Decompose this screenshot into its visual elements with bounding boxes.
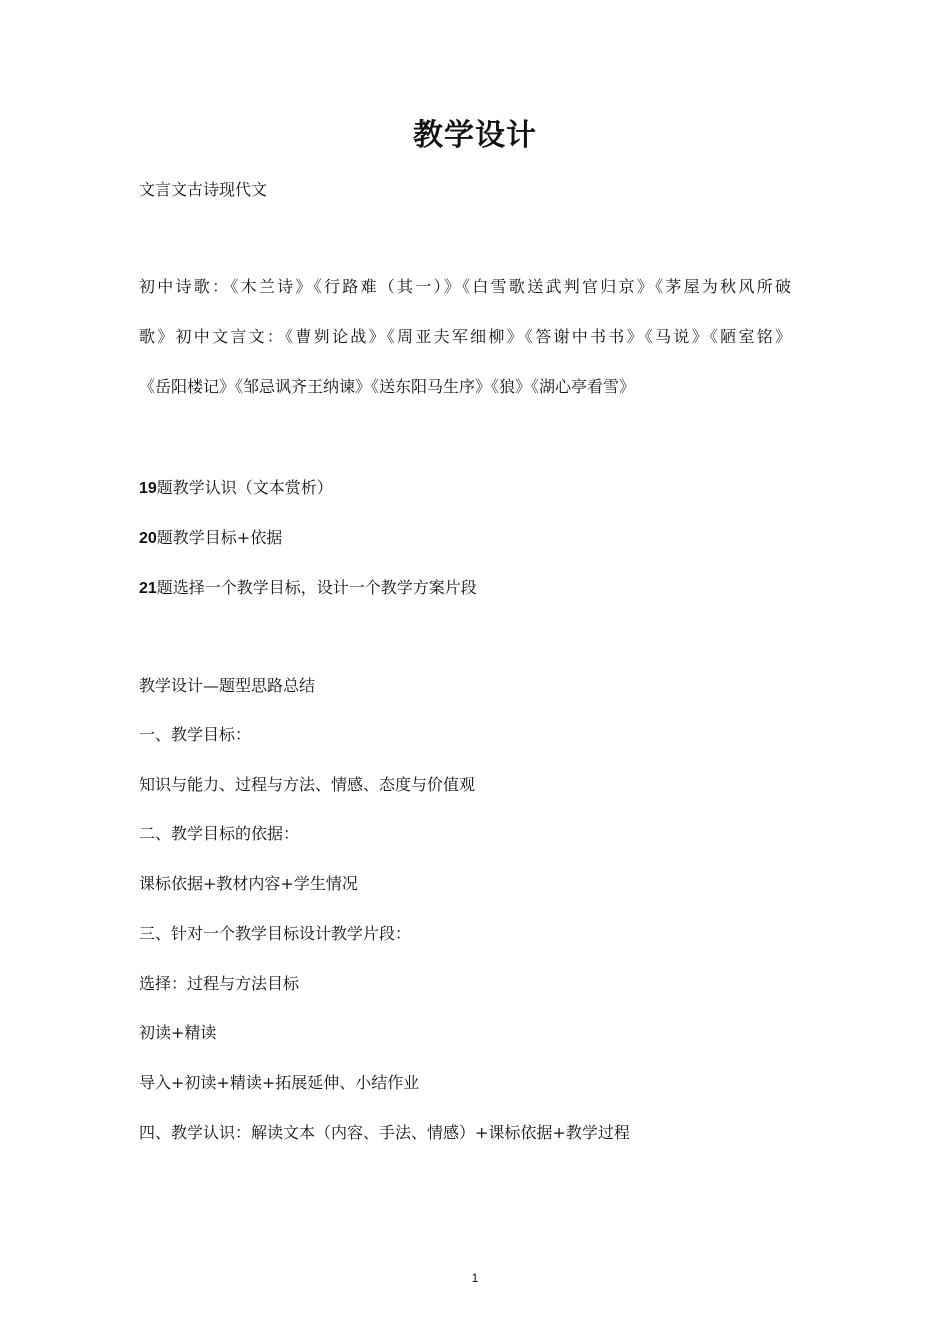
summary-line: 导入+初读+精读+拓展延伸、小结作业 — [139, 1073, 420, 1092]
question-item-19 — [139, 476, 333, 501]
question-text: 题选择一个教学目标，设计一个教学方案片段 — [156, 578, 477, 597]
texts-paragraph-line-1: 初中诗歌：《木兰诗》《行路难（其一）》《白雪歌送武判官归京》《茅屋为秋风所破 — [139, 277, 791, 296]
page-number: 1 — [471, 1271, 479, 1285]
question-number: 20 — [139, 530, 157, 547]
question-number: 19 — [139, 480, 157, 497]
document-subtitle: 文言文古诗现代文 — [139, 180, 268, 199]
summary-line: 二、教学目标的依据： — [139, 824, 300, 843]
question-text: 题教学目标+依据 — [156, 528, 283, 547]
summary-line: 四、教学认识：解读文本（内容、手法、情感）+课标依据+教学过程 — [139, 1123, 630, 1142]
question-number: 21 — [139, 580, 157, 597]
question-item-21 — [139, 576, 477, 601]
texts-paragraph-line-2: 歌》初中文言文：《曹刿论战》《周亚夫军细柳》《答谢中书书》《马说》《陋室铭》 — [139, 327, 791, 346]
summary-line: 初读+精读 — [139, 1023, 217, 1042]
question-text: 题教学认识（文本赏析） — [156, 478, 333, 497]
summary-heading: 教学设计—题型思路总结 — [139, 676, 316, 695]
texts-paragraph-line-3: 《岳阳楼记》《邹忌讽齐王纳谏》《送东阳马生序》《狼》《湖心亭看雪》 — [139, 377, 636, 396]
summary-line: 选择：过程与方法目标 — [139, 974, 300, 993]
summary-line: 一、教学目标： — [139, 725, 252, 744]
question-item-20 — [139, 526, 282, 551]
document-title: 教学设计 — [413, 118, 537, 153]
summary-line: 知识与能力、过程与方法、情感、态度与价值观 — [139, 775, 476, 794]
summary-line: 课标依据+教材内容+学生情况 — [139, 874, 358, 893]
summary-line: 三、针对一个教学目标设计教学片段： — [139, 924, 412, 943]
